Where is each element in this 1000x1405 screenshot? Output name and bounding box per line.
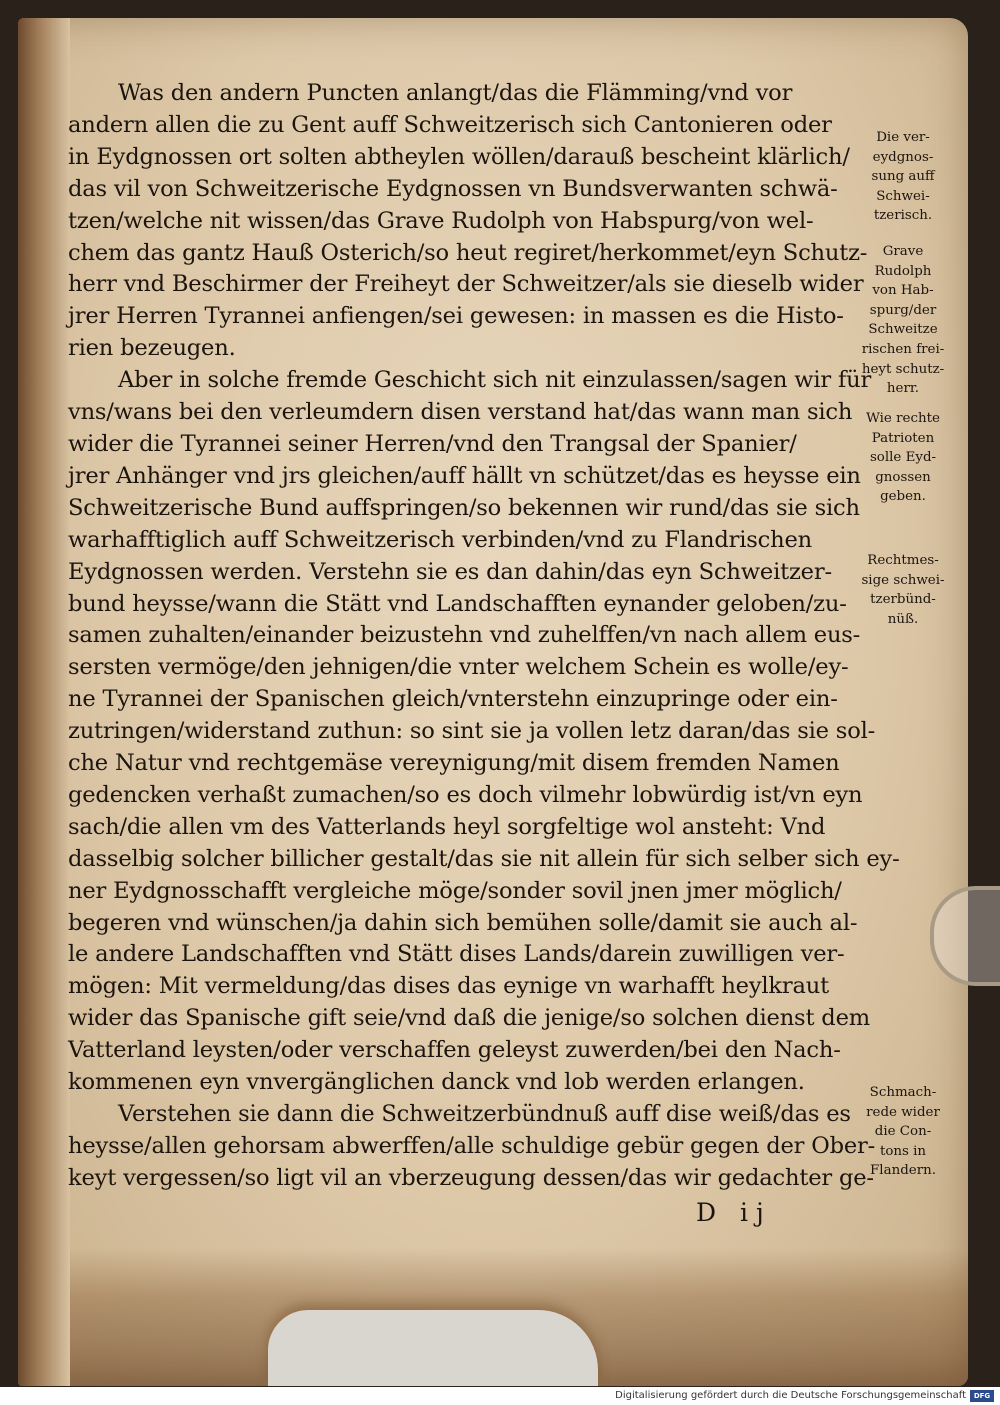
text-line: rien bezeugen. bbox=[68, 335, 236, 362]
margin-note-line: Rudolph bbox=[874, 263, 932, 279]
margin-note-line: Die ver- bbox=[876, 130, 930, 145]
text-line: vns/wans bei den verleumdern disen verstand hat/das wann man sich bbox=[68, 399, 853, 426]
margin-note-line: tons in bbox=[879, 1143, 927, 1159]
text-line: heysse/allen gehorsam abwerffen/alle schuldige gebür gegen der Ober- bbox=[68, 1132, 876, 1159]
dfg-logo: DFG bbox=[970, 1390, 994, 1402]
torn-page-edge bbox=[268, 1310, 598, 1386]
text-line: in Eydgnossen ort solten abtheylen wöllen/darauß bescheint klärlich/ bbox=[68, 143, 850, 170]
text-line: jrer Anhänger vnd jrs gleichen/auff hällt vn schützet/das es heysse ein bbox=[68, 462, 861, 489]
margin-note-line: rede wider bbox=[866, 1104, 940, 1120]
text-line: Vatterland leysten/oder verschaffen geleyst zuwerden/bei den Nach- bbox=[68, 1037, 841, 1064]
text-line: mögen: Mit vermeldung/das dises das eynige vn warhafft heylkraut bbox=[68, 973, 830, 1000]
text-line: Was den andern Puncten anlangt/das die Flämming/vnd vor bbox=[118, 80, 793, 106]
footer-credit: Digitalisierung gefördert durch die Deutsche Forschungsgemeinschaft bbox=[615, 1390, 966, 1401]
text-line: wider die Tyrannei seiner Herren/vnd den Trangsal der Spanier/ bbox=[68, 430, 797, 457]
margin-note-1 bbox=[848, 128, 958, 226]
margin-note-line: heyt schutz- bbox=[861, 361, 945, 377]
margin-note-line: Schwei- bbox=[876, 188, 930, 204]
margin-note-line: gnossen bbox=[875, 469, 931, 485]
text-line: ne Tyrannei der Spanischen gleich/vnterstehn einzupringe oder ein- bbox=[68, 686, 838, 713]
text-line: begeren vnd wünschen/ja dahin sich bemühen solle/damit sie auch al- bbox=[68, 909, 858, 936]
margin-note-line: Rechtmes- bbox=[867, 553, 939, 568]
text-line: che Natur vnd rechtgemäse vereynigung/mit disem fremden Namen bbox=[68, 750, 840, 777]
margin-note-line: solle Eyd- bbox=[869, 450, 937, 466]
text-line: le andere Landschafften vnd Stätt dises Lands/darein zuwilligen ver- bbox=[68, 941, 845, 968]
margin-note-line: geben. bbox=[880, 489, 926, 505]
margin-note-line: Flandern. bbox=[870, 1163, 936, 1179]
margin-note-line: Wie rechte bbox=[866, 411, 940, 426]
text-line: Schweitzerische Bund auffspringen/so bekennen wir rund/das sie sich bbox=[68, 494, 860, 521]
margin-note-3 bbox=[848, 409, 958, 507]
margin-note-line: von Hab- bbox=[872, 283, 934, 299]
book-spine bbox=[18, 18, 70, 1386]
margin-note-line: tzerbünd- bbox=[870, 592, 936, 608]
text-line: Aber in solche fremde Geschicht sich nit einzulassen/sagen wir für bbox=[118, 367, 872, 394]
margin-note-line: Schweitze bbox=[868, 322, 938, 338]
text-line: zutringen/widerstand zuthun: so sint sie ja vollen letz daran/das sie sol- bbox=[68, 718, 876, 745]
text-line: tzen/welche nit wissen/das Grave Rudolph von Habspurg/von wel- bbox=[68, 207, 814, 234]
margin-note-line: Grave bbox=[882, 244, 924, 259]
margin-note-5 bbox=[848, 1083, 958, 1181]
text-line: sersten vermöge/den jehnigen/die vnter welchem Schein es wolle/ey- bbox=[68, 654, 849, 681]
text-line: samen zuhalten/einander beizustehn vnd zuhelffen/vn nach allem eus- bbox=[68, 622, 861, 649]
paper-clip-ring bbox=[930, 886, 1000, 986]
margin-note-line: spurg/der bbox=[869, 302, 937, 318]
margin-note-line: rischen frei- bbox=[861, 341, 945, 357]
margin-note-line: Schmach- bbox=[869, 1085, 937, 1100]
main-text-block bbox=[68, 78, 900, 1195]
text-line: ner Eydgnosschafft vergleiche möge/sonder sovil jnen jmer möglich/ bbox=[68, 877, 842, 904]
text-line: andern allen die zu Gent auff Schweitzerisch sich Cantonieren oder bbox=[68, 111, 832, 138]
margin-note-line: Patrioten bbox=[871, 430, 935, 446]
margin-note-line: herr. bbox=[886, 381, 920, 397]
margin-note-line: die Con- bbox=[874, 1124, 932, 1140]
text-line: bund heysse/wann die Stätt vnd Landschafften eynander geloben/zu- bbox=[68, 590, 847, 617]
paragraph bbox=[68, 1099, 876, 1195]
text-line: sach/die allen vm des Vatterlands heyl sorgfeltige wol ansteht: Vnd bbox=[68, 813, 826, 840]
margin-note-4 bbox=[848, 551, 958, 629]
text-line: Verstehen sie dann die Schweitzerbündnuß auff dise weiß/das es bbox=[118, 1101, 851, 1127]
text-line: gedencken verhaßt zumachen/so es doch vilmehr lobwürdig ist/vn eyn bbox=[68, 781, 863, 808]
text-line: keyt vergessen/so ligt vil an vberzeugung dessen/das wir gedachter ge- bbox=[68, 1164, 874, 1191]
margin-note-line: nüß. bbox=[887, 611, 919, 627]
text-line: kommenen eyn vnvergänglichen danck vnd lob werden erlangen. bbox=[68, 1069, 805, 1096]
text-line: jrer Herren Tyrannei anfiengen/sei gewesen: in massen es die Histo- bbox=[68, 303, 844, 330]
signature-mark: D ij bbox=[696, 1198, 772, 1227]
paragraph bbox=[68, 78, 868, 365]
text-line: warhafftiglich auff Schweitzerisch verbinden/vnd zu Flandrischen bbox=[68, 526, 812, 553]
margin-note-2 bbox=[848, 242, 958, 399]
text-line: Eydgnossen werden. Verstehn sie es dan dahin/das eyn Schweitzer- bbox=[68, 558, 832, 585]
footer-bar bbox=[0, 1387, 1000, 1405]
margin-note-line: eydgnos- bbox=[872, 149, 934, 165]
text-line: dasselbig solcher billicher gestalt/das sie nit allein für sich selber sich ey- bbox=[68, 845, 900, 872]
margin-note-line: tzerisch. bbox=[873, 208, 933, 224]
paragraph bbox=[68, 365, 900, 1099]
text-line: chem das gantz Hauß Osterich/so heut regiret/herkommet/eyn Schutz- bbox=[68, 239, 868, 266]
margin-note-line: sung auff bbox=[871, 169, 935, 185]
text-line: herr vnd Beschirmer der Freiheyt der Schweitzer/als sie dieselb wider bbox=[68, 271, 864, 298]
text-line: wider das Spanische gift seie/vnd daß die jenige/so solchen dienst dem bbox=[68, 1005, 870, 1032]
text-line: das vil von Schweitzerische Eydgnossen vn Bundsverwanten schwä- bbox=[68, 175, 838, 202]
margin-note-line: sige schwei- bbox=[861, 572, 945, 588]
